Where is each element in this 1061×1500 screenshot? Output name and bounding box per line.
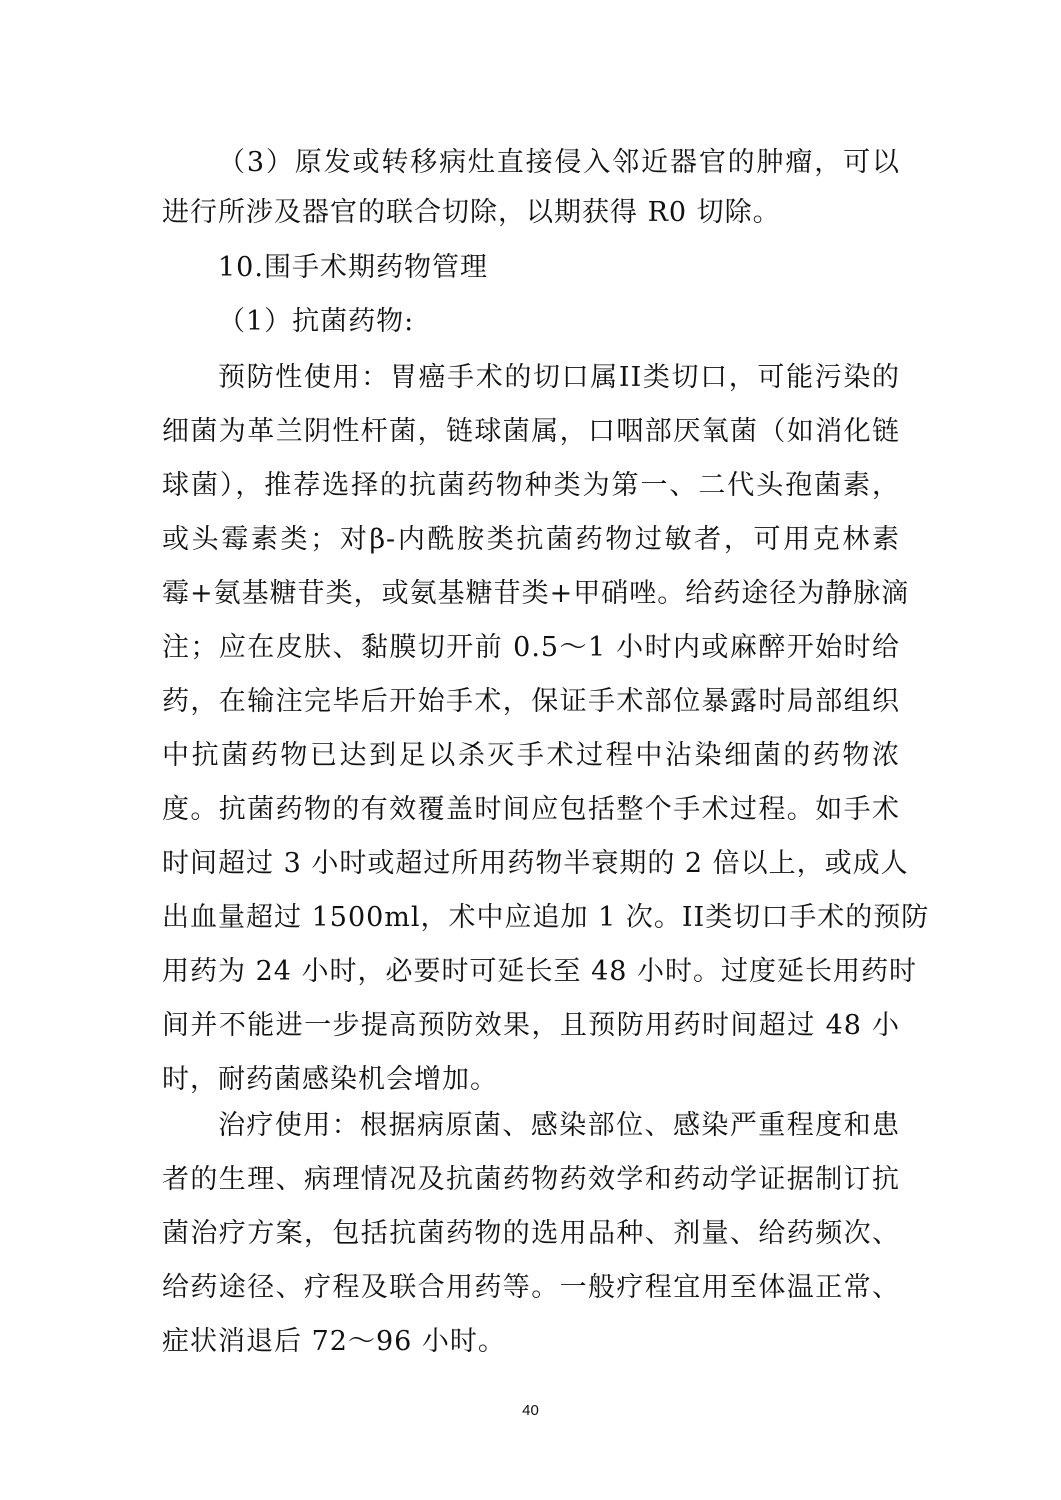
- text-line: 治疗使用：根据病原菌、感染部位、感染严重程度和患: [218, 1110, 900, 1141]
- text-line: 给药途径、疗程及联合用药等。一般疗程宜用至体温正常、: [162, 1272, 900, 1303]
- text-line: 菌治疗方案，包括抗菌药物的选用品种、剂量、给药频次、: [162, 1218, 900, 1249]
- text-line: 注；应在皮肤、黏膜切开前 0.5～1 小时内或麻醉开始时给: [162, 632, 900, 663]
- text-line: 预防性使用：胃癌手术的切口属II类切口，可能污染的: [218, 362, 900, 393]
- subsection-heading: （1）抗菌药物:: [218, 306, 415, 337]
- page-number: 40: [522, 1402, 539, 1419]
- text-line: 进行所涉及器官的联合切除，以期获得 R0 切除。: [162, 197, 781, 228]
- text-line: 时间超过 3 小时或超过所用药物半衰期的 2 倍以上，或成人: [162, 848, 909, 879]
- text-line: 霉+氨基糖苷类，或氨基糖苷类+甲硝唑。给药途径为静脉滴: [162, 578, 910, 609]
- section-heading: 10.围手术期药物管理: [218, 252, 488, 283]
- text-line: 症状消退后 72～96 小时。: [162, 1326, 506, 1357]
- text-line: 用药为 24 小时，必要时可延长至 48 小时。过度延长用药时: [162, 956, 918, 987]
- text-line: 药，在输注完毕后开始手术，保证手术部位暴露时局部组织: [162, 686, 900, 717]
- text-line: 中抗菌药物已达到足以杀灭手术过程中沾染细菌的药物浓: [162, 740, 900, 771]
- text-line: 或头霉素类；对β-内酰胺类抗菌药物过敏者，可用克林素: [162, 524, 900, 555]
- text-line: 者的生理、病理情况及抗菌药物药效学和药动学证据制订抗: [162, 1164, 900, 1195]
- text-line: 间并不能进一步提高预防效果，且预防用药时间超过 48 小: [162, 1010, 900, 1041]
- text-line: 细菌为革兰阴性杆菌，链球菌属，口咽部厌氧菌（如消化链: [162, 416, 900, 447]
- text-line: 时，耐药菌感染机会增加。: [162, 1064, 498, 1095]
- text-line: 出血量超过 1500ml，术中应追加 1 次。II类切口手术的预防: [162, 902, 930, 933]
- text-line: 度。抗菌药物的有效覆盖时间应包括整个手术过程。如手术: [162, 794, 900, 825]
- text-line: （3）原发或转移病灶直接侵入邻近器官的肿瘤，可以: [218, 147, 900, 178]
- text-line: 球菌），推荐选择的抗菌药物种类为第一、二代头孢菌素，: [162, 470, 900, 501]
